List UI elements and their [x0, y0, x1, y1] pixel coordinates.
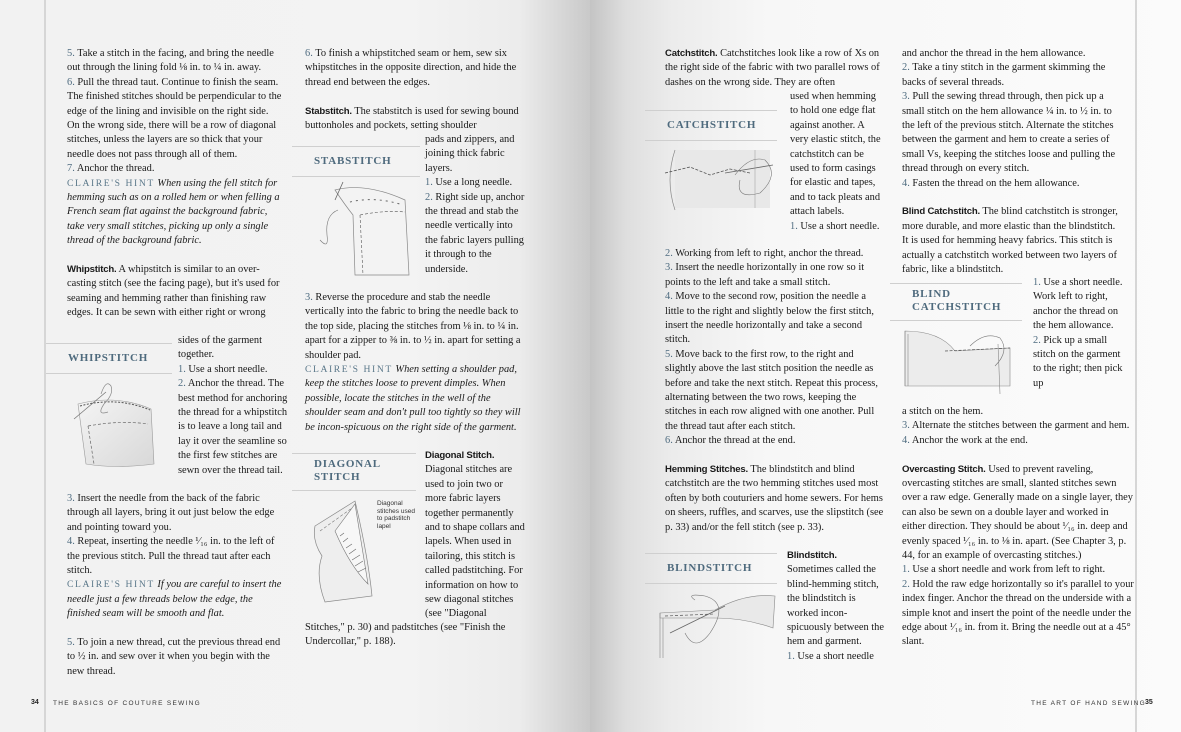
diagonal-stitch-tail — [305, 621, 523, 650]
step: 3. Alternate the stitches between the garment and hem. — [902, 420, 1130, 432]
blind-catchstitch-illustration-icon — [900, 326, 1015, 396]
step: 2. Anchor the thread. The best method for anchoring the thread for a whipstitch is to leave a long tail and lay it over the seamline so the first few stitches are sewn over the thread tail. — [178, 378, 288, 476]
right-col2-bottom — [902, 405, 1134, 650]
wrap-text: Diagonal stitches are used to join two or more fabric layers together permanently and to shape collars and lapels. When used in tailoring, this stitch is called padstitching. For information on how to sew diagonal stitches (see "Diagonal — [425, 464, 525, 620]
step: 3. Reverse the procedure and stab the needle vertically into the fabric to bring the needle back to the top side, placing the stitches from ⅛ in. to ¼ in. apart for a zipper to ⅜ in. to ½ in. apart for setting a shoulder pad. — [305, 292, 521, 361]
figure-label-line: STITCH — [314, 471, 361, 483]
figure-label-whipstitch: WHIPSTITCH — [46, 343, 172, 374]
page-number-right: 35 — [1145, 699, 1153, 706]
diagonal-stitch-heading: Diagonal Stitch. — [425, 450, 495, 461]
step: 3. Insert the needle horizontally in one row so it points to the left and take a small stitch. — [665, 262, 865, 288]
step: 4. Repeat, inserting the needle ¹⁄₁₆ in. to the left of the previous stitch. Pull the thread taut after each stitch. — [67, 536, 275, 577]
right-col2-top — [902, 47, 1124, 277]
running-title-left: THE BASICS OF COUTURE SEWING — [53, 700, 201, 707]
step: 1. Use a short needle. — [178, 363, 268, 375]
step: 1. Use a short needle and work from left to right. — [902, 564, 1106, 576]
blind-catchstitch-intro: Blind Catchstitch. The blind catchstitch is stronger, more durable, and more elastic than the blindstitch. It is used for hemming heavy fabrics. This stitch is actually a catchstitch worked between two layers of fabric, like a blindstitch. — [902, 206, 1118, 276]
left-col1-top — [67, 47, 282, 321]
left-col1-bottom — [67, 492, 282, 679]
stabstitch-intro: Stabstitch. The stabstitch is used for sewing bound buttonholes and pockets, setting shoulder — [305, 105, 519, 132]
catchstitch-intro: Catchstitch. Catchstitches look like a row of Xs on the right side of the fabric with two parallel rows of dashes on the wrong side. They are often — [665, 48, 880, 88]
diagonal-stitch-wrap-text — [425, 449, 525, 622]
figure-label-stabstitch: STABSTITCH — [292, 146, 420, 177]
wrap-text: Sometimes called the blind-hemming stitch, the blindstitch is worked incon-spicuously between the hem and garment. — [787, 564, 884, 648]
hemming-stitches-intro: Hemming Stitches. The blindstitch and blind catchstitch are the two hemming stitches used most often by both couturiers and home sewers. For hems on sheers, ruffles, and scarves, use the slipstitch (see p. 33) and/or the fell stitch (see p. 33). — [665, 464, 884, 533]
step: 2. Take a tiny stitch in the garment skimming the backs of several threads. — [902, 62, 1106, 88]
figure-label-diagonal-stitch — [292, 453, 416, 491]
step: 4. Fasten the thread on the hem allowance. — [902, 177, 1080, 189]
step: 5. Move back to the first row, to the right and slightly above the last stitch position the needle as before and take the next stitch. Repeat this process, alternating between the two rows, keeping the stitches in each row aligned with one another. Pull the thread taut after each stitch. — [665, 348, 878, 432]
step: 6. Anchor the thread at the end. — [665, 435, 796, 447]
overcasting-stitch-intro: Overcasting Stitch. Used to prevent raveling, overcasting stitches are small, slanted stitches sewn over a raw edge. Generally made on a single layer, they can also be sewn on a double layer and worked in either direction. They should be about ¹⁄₁₆ in. deep and evenly spaced ¹⁄₁₆ in. to ⅛ in. apart. (See Chapter 3, p. 44, for an example of overcasting stitches.) — [902, 463, 1133, 562]
claires-hint: CLAIRE'S HINT If you are careful to insert the needle just a few threads below the edge, the finished seam will be smooth and flat. — [67, 579, 282, 620]
wrap-line: together. — [178, 349, 215, 361]
page-number-left: 34 — [31, 699, 39, 706]
step: 3. Insert the needle from the back of the fabric through all layers, bring it out just below the edge and pointing toward you. — [67, 493, 275, 533]
step: 1. Use a short needle. — [790, 220, 880, 232]
step: 5. Take a stitch in the facing, and bring the needle out through the lining fold ⅛ in. to ¼ in. away. — [67, 48, 274, 74]
figure-label-blind-catchstitch — [890, 283, 1022, 321]
step: 4. Anchor the work at the end. — [902, 434, 1028, 446]
tail-text: Stitches," p. 30) and padstitches (see "Finish the Undercollar," p. 188). — [305, 622, 506, 648]
step: 4. Move to the second row, position the needle a little to the right and slightly below the first stitch, insert the needle horizontally and take a second stitch. — [665, 291, 874, 346]
right-col1-steps — [665, 247, 885, 535]
figure-label-catchstitch: CATCHSTITCH — [645, 110, 777, 141]
wrap-text: used when hemming to hold one edge flat against another. A very elastic stitch, the catchstitch can be used to form casings for elastic and tapes, and to tack pleats and attach labels. — [790, 91, 881, 218]
stabstitch-illustration-icon — [305, 180, 415, 280]
figure-label-line: DIAGONAL — [314, 458, 381, 470]
whipstitch-illustration-icon — [66, 374, 166, 474]
step: 2. Right side up, anchor the thread and stab the needle vertically into the fabric layers pulling it through to the underside. — [425, 191, 525, 275]
step: 3. Pull the sewing thread through, then pick up a small stitch on the hem allowance ¼ in. to ½ in. to the left of the previous stitch. Alternate the stitches between the garment and hem to create a series of small Vs, keeping the stitches loose and pulling the thread through on every stitch. — [902, 91, 1116, 175]
blind-catchstitch-wrap-text — [1033, 276, 1128, 391]
right-col1-top — [665, 47, 885, 90]
catchstitch-illustration-icon — [655, 145, 780, 215]
left-col2-top — [305, 47, 523, 133]
blindstitch-illustration-icon — [655, 588, 780, 660]
step: 1. Use a long needle. — [425, 177, 513, 189]
left-page — [0, 0, 590, 732]
figure-label-line: BLIND — [912, 288, 951, 300]
figure-label-line: CATCHSTITCH — [912, 301, 1002, 313]
step: 6. To finish a whipstitched seam or hem, sew six whipstitches in the opposite direction, and hide the thread end between the edges. — [305, 48, 517, 88]
diagonal-stitch-illustration-icon — [310, 496, 380, 604]
right-margin-rule — [1135, 0, 1137, 732]
continued-text: and anchor the thread in the hem allowance. — [902, 48, 1086, 59]
left-col2-mid — [305, 291, 523, 435]
stabstitch-wrap-text — [425, 133, 525, 277]
whipstitch-wrap-text — [178, 334, 290, 478]
step: 7. Anchor the thread. — [67, 163, 155, 175]
right-page — [590, 0, 1181, 732]
wrap-line: sides of the garment — [178, 335, 262, 346]
figure-annotation: Diagonal stitches used to padstitch lapel — [377, 500, 415, 530]
step: 2. Pick up a small stitch on the garment to the right; then pick up — [1033, 334, 1123, 389]
step: 5. To join a new thread, cut the previous thread end to ½ in. and sew over it when you begin with the new thread. — [67, 637, 281, 677]
running-title-right: THE ART OF HAND SEWING — [1031, 700, 1147, 707]
blindstitch-wrap-text — [787, 549, 887, 664]
claires-hint: CLAIRE'S HINT When setting a shoulder pad, keep the stitches loose to prevent dimples. When possible, locate the stitches in the well of the shoulder seam and don't pull too tightly so they will be incon-spicuous on the right side of the garment. — [305, 364, 521, 433]
catchstitch-wrap-text — [790, 90, 885, 234]
tail-text: a stitch on the hem. — [902, 406, 984, 417]
figure-label-blindstitch: BLINDSTITCH — [645, 553, 777, 584]
step: 6. Pull the thread taut. Continue to finish the seam. The finished stitches should be perpendicular to the edge of the lining and invisible on the right side. On the wrong side, there will be a row of diagonal stitches, unless the layers are so thick that your needle does not pass through all of them. — [67, 76, 282, 160]
blindstitch-heading: Blindstitch. — [787, 550, 837, 561]
step: 2. Hold the raw edge horizontally so it's parallel to your index finger. Anchor the thread on the underside with a simple knot and insert the point of the needle under the edge about ¹⁄₁₆ in. from it. Bring the needle out at a 45° slant. — [902, 578, 1134, 648]
step: 1. Use a short needle. Work left to right, anchor the thread on the hem allowance. — [1033, 277, 1123, 332]
step: 2. Working from left to right, anchor the thread. — [665, 248, 864, 259]
claires-hint: CLAIRE'S HINT When using the fell stitch for hemming such as on a rolled hem or when felling a French seam flat against the background fabric, take very small stitches, picking up only a single thread of the background fabric. — [67, 177, 280, 247]
whipstitch-intro: Whipstitch. A whipstitch is similar to an over-casting stitch (see the facing page), but it's used for seaming and hemming rather than finishing raw edges. It can be sewn with either right or wrong — [67, 264, 280, 319]
wrap-text: pads and zippers, and joining thick fabric layers. — [425, 134, 515, 174]
step: 1. Use a short needle — [787, 650, 874, 662]
